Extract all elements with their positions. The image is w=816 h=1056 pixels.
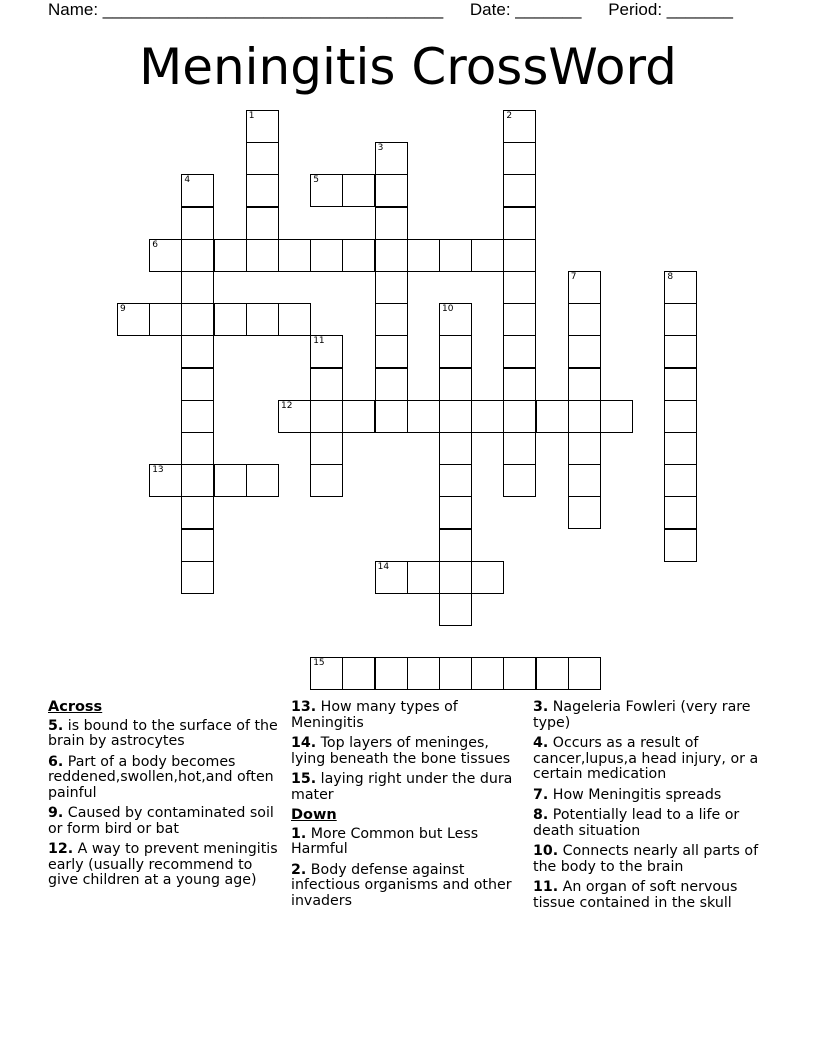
crossword-cell[interactable] — [503, 239, 536, 272]
crossword-cell[interactable] — [664, 464, 697, 497]
crossword-cell[interactable] — [181, 271, 214, 304]
clue-number: 10 — [442, 304, 454, 315]
clue-number: 11 — [313, 336, 325, 347]
crossword-cell[interactable] — [375, 657, 408, 690]
crossword-cell[interactable] — [342, 174, 375, 207]
crossword-cell[interactable] — [310, 335, 343, 368]
crossword-cell[interactable] — [439, 239, 472, 272]
crossword-cell[interactable] — [568, 432, 601, 465]
clue-down-7: 7. How Meningitis spreads — [533, 786, 722, 803]
crossword-cell[interactable] — [278, 239, 311, 272]
crossword-cell[interactable] — [149, 239, 182, 272]
crossword-cell[interactable] — [181, 207, 214, 240]
clue-number: 5 — [313, 175, 319, 186]
crossword-cell[interactable] — [439, 335, 472, 368]
crossword-cell[interactable] — [664, 496, 697, 529]
crossword-cell[interactable] — [181, 432, 214, 465]
crossword-cell[interactable] — [664, 400, 697, 433]
crossword-cell[interactable] — [278, 400, 311, 433]
crossword-cell[interactable] — [536, 657, 569, 690]
crossword-cell[interactable] — [471, 239, 504, 272]
crossword-cell[interactable] — [375, 239, 408, 272]
crossword-cell[interactable] — [503, 368, 536, 401]
crossword-cell[interactable] — [407, 561, 440, 594]
crossword-cell[interactable] — [375, 174, 408, 207]
crossword-cell[interactable] — [310, 239, 343, 272]
crossword-cell[interactable] — [664, 303, 697, 336]
crossword-cell[interactable] — [568, 400, 601, 433]
crossword-cell[interactable] — [310, 432, 343, 465]
crossword-cell[interactable] — [664, 432, 697, 465]
crossword-cell[interactable] — [439, 400, 472, 433]
clue-number: 15 — [313, 658, 325, 669]
crossword-cell[interactable] — [149, 464, 182, 497]
crossword-cell[interactable] — [503, 207, 536, 240]
crossword-cell[interactable] — [117, 303, 150, 336]
crossword-cell[interactable] — [375, 142, 408, 175]
crossword-cell[interactable] — [471, 400, 504, 433]
crossword-cell[interactable] — [503, 271, 536, 304]
clue-column-3 — [533, 700, 765, 916]
clue-number: 9 — [120, 304, 126, 315]
crossword-cell[interactable] — [246, 174, 279, 207]
crossword-cell[interactable] — [439, 529, 472, 562]
crossword-cell[interactable] — [568, 368, 601, 401]
clue-number: 7 — [570, 272, 577, 282]
crossword-cell[interactable] — [568, 657, 601, 690]
crossword-cell[interactable] — [536, 400, 569, 433]
crossword-cell[interactable] — [503, 657, 536, 690]
crossword-cell[interactable] — [181, 400, 214, 433]
crossword-cell[interactable] — [246, 239, 279, 272]
crossword-cell[interactable] — [246, 110, 279, 143]
crossword-cell[interactable] — [503, 335, 536, 368]
crossword-cell[interactable] — [439, 303, 472, 336]
crossword-cell[interactable] — [600, 400, 633, 433]
crossword-cell[interactable] — [503, 174, 536, 207]
clue-down-11: 11. An organ of soft nervous tissue contained in the skull — [533, 879, 738, 911]
crossword-cell[interactable] — [503, 432, 536, 465]
clue-number: 13 — [152, 465, 164, 476]
crossword-cell[interactable] — [375, 400, 408, 433]
crossword-cell[interactable] — [214, 303, 247, 336]
across-heading: Across — [48, 699, 103, 715]
crossword-cell[interactable] — [568, 271, 601, 304]
crossword-cell[interactable] — [439, 368, 472, 401]
crossword-cell[interactable] — [310, 400, 343, 433]
crossword-cell[interactable] — [278, 303, 311, 336]
name-field[interactable]: Name: ____________________________________ — [48, 0, 444, 19]
page-title: Meningitis CrossWord — [139, 38, 677, 96]
crossword-cell[interactable] — [503, 110, 536, 143]
crossword-cell[interactable] — [503, 400, 536, 433]
clue-number: 3 — [377, 143, 384, 154]
clue-number: 12 — [281, 400, 293, 411]
crossword-cell[interactable] — [181, 239, 214, 272]
crossword-cell[interactable] — [181, 529, 214, 562]
crossword-cell[interactable] — [664, 335, 697, 368]
crossword-cell[interactable] — [246, 464, 279, 497]
crossword-cell[interactable] — [375, 335, 408, 368]
crossword-cell[interactable] — [246, 207, 279, 240]
crossword-cell[interactable] — [439, 432, 472, 465]
clue-across-9: 9. Caused by contaminated soil or form bird or bat — [48, 805, 274, 837]
clue-number: 2 — [506, 111, 513, 121]
clue-down-4: 4. Occurs as a result of cancer,lupus,a head injury, or a certain medication — [533, 735, 759, 782]
crossword-cell[interactable] — [664, 368, 697, 401]
crossword-cell[interactable] — [342, 400, 375, 433]
crossword-cell[interactable] — [407, 400, 440, 433]
crossword-cell[interactable] — [407, 239, 440, 272]
crossword-cell[interactable] — [375, 303, 408, 336]
crossword-cell[interactable] — [439, 496, 472, 529]
crossword-cell[interactable] — [310, 368, 343, 401]
clue-across-12: 12. A way to prevent meningitis early (usually recommend to give children at a young age) — [48, 841, 278, 888]
crossword-cell[interactable] — [407, 657, 440, 690]
clue-number: 6 — [152, 239, 158, 250]
crossword-cell[interactable] — [503, 142, 536, 175]
crossword-cell[interactable] — [568, 335, 601, 368]
clue-down-1: 1. More Common but Less Harmful — [291, 825, 479, 857]
crossword-cell[interactable] — [568, 303, 601, 336]
crossword-cell[interactable] — [568, 496, 601, 529]
crossword-cell[interactable] — [214, 464, 247, 497]
crossword-cell[interactable] — [181, 368, 214, 401]
crossword-cell[interactable] — [375, 561, 408, 594]
crossword-cell[interactable] — [310, 657, 343, 690]
clue-number: 4 — [184, 175, 191, 186]
crossword-cell[interactable] — [568, 464, 601, 497]
crossword-cell[interactable] — [214, 239, 247, 272]
crossword-cell[interactable] — [375, 207, 408, 240]
clue-across-5: 5. is bound to the surface of the brain by astrocytes — [48, 717, 278, 749]
crossword-cell[interactable] — [664, 271, 697, 304]
crossword-cell[interactable] — [439, 593, 472, 626]
crossword-cell[interactable] — [503, 464, 536, 497]
crossword-cell[interactable] — [246, 303, 279, 336]
clue-down-3: 3. Nageleria Fowleri (very rare type) — [533, 699, 751, 731]
clue-down-2: 2. Body defense against infectious organisms and other invaders — [291, 861, 512, 909]
crossword-cell[interactable] — [471, 561, 504, 594]
clue-column-1 — [48, 700, 280, 894]
period-field[interactable]: Period: _______ — [608, 0, 733, 19]
clue-column-2 — [291, 700, 523, 914]
clue-number: 14 — [377, 561, 390, 572]
crossword-cell[interactable] — [246, 142, 279, 175]
clue-number: 1 — [248, 111, 255, 121]
crossword-cell[interactable] — [342, 657, 375, 690]
clue-across-14: 14. Top layers of meninges, lying beneath the bone tissues — [291, 735, 511, 767]
crossword-cell[interactable] — [503, 303, 536, 336]
clue-down-10: 10. Connects nearly all parts of the body to the brain — [533, 843, 759, 875]
crossword-cell[interactable] — [149, 303, 182, 336]
crossword-cell[interactable] — [181, 335, 214, 368]
down-heading: Down — [291, 807, 337, 823]
clue-number: 8 — [667, 272, 674, 282]
crossword-cell[interactable] — [181, 174, 214, 207]
clue-down-8: 8. Potentially lead to a life or death situation — [533, 807, 740, 839]
clue-across-6: 6. Part of a body becomes reddened,swollen,hot,and often painful — [48, 753, 274, 801]
crossword-cell[interactable] — [181, 496, 214, 529]
crossword-cell[interactable] — [664, 529, 697, 562]
crossword-cell[interactable] — [471, 657, 504, 690]
crossword-cell[interactable] — [181, 561, 214, 594]
date-field[interactable]: Date: _______ — [469, 0, 582, 19]
crossword-cell[interactable] — [310, 174, 343, 207]
clue-across-15: 15. laying right under the dura mater — [291, 771, 513, 803]
crossword-cell[interactable] — [375, 271, 408, 304]
crossword-cell[interactable] — [439, 657, 472, 690]
clue-across-13: 13. How many types of Meningitis — [291, 699, 458, 731]
crossword-cell[interactable] — [310, 464, 343, 497]
crossword-cell[interactable] — [439, 561, 472, 594]
crossword-cell[interactable] — [181, 303, 214, 336]
crossword-cell[interactable] — [181, 464, 214, 497]
crossword-cell[interactable] — [375, 368, 408, 401]
crossword-cell[interactable] — [342, 239, 375, 272]
crossword-cell[interactable] — [439, 464, 472, 497]
